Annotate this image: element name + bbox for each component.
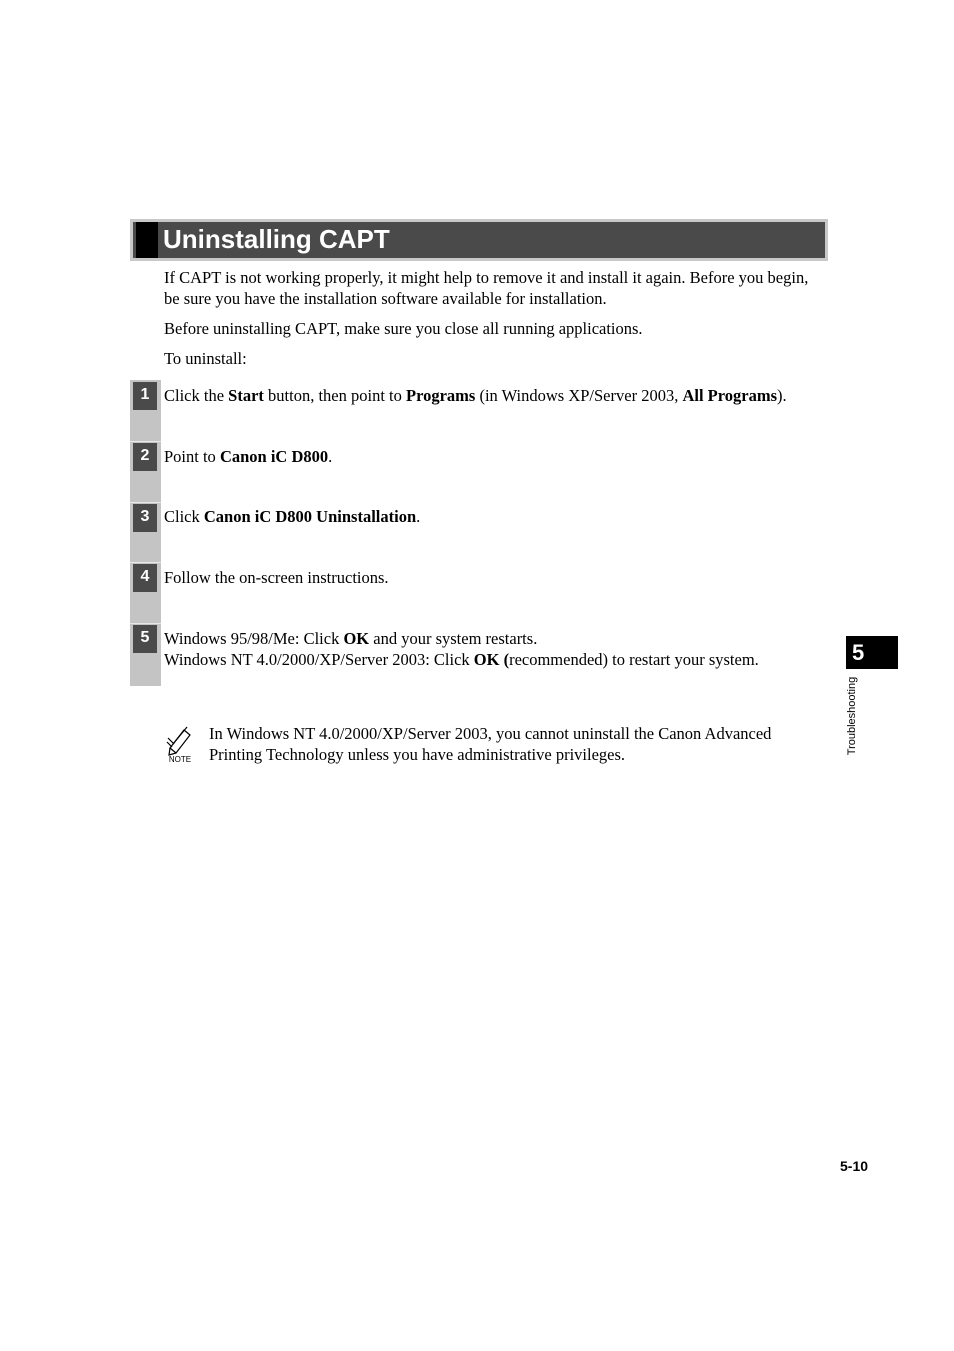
section-header bbox=[130, 219, 828, 261]
step-separator bbox=[130, 502, 161, 503]
step-text-3: Click Canon iC D800 Uninstallation. bbox=[164, 507, 421, 526]
step-number-5: 5 bbox=[133, 625, 157, 653]
step-number-4: 4 bbox=[133, 564, 157, 592]
step-number-3: 3 bbox=[133, 504, 157, 532]
step-text-4: Follow the on-screen instructions. bbox=[164, 568, 389, 587]
note-icon bbox=[164, 724, 196, 764]
step-number-1: 1 bbox=[133, 382, 157, 410]
step-separator bbox=[130, 441, 161, 442]
note-icon-label: NOTE bbox=[168, 755, 192, 764]
note-text: In Windows NT 4.0/2000/XP/Server 2003, you cannot uninstall the Canon Advanced Printing Technology unless you have administrative privileges. bbox=[209, 724, 772, 764]
chapter-label-text: Troubleshooting bbox=[846, 676, 858, 756]
step-separator bbox=[130, 623, 161, 624]
intro-paragraph-2: Before uninstalling CAPT, make sure you close all running applications. bbox=[164, 319, 643, 338]
chapter-tab: 5 bbox=[846, 636, 898, 669]
step-separator bbox=[130, 562, 161, 563]
pencil-icon bbox=[164, 724, 196, 764]
section-header-marker bbox=[136, 222, 158, 258]
page-number: 5-10 bbox=[840, 1158, 869, 1174]
step-text-5: Windows 95/98/Me: Click OK and your system restarts. Windows NT 4.0/2000/XP/Server 2003: Click OK (recommended) to restart your system. bbox=[164, 629, 759, 669]
intro-paragraph-1: If CAPT is not working properly, it might help to remove it and install it again. Before you begin, be sure you have the installation software available for installation. bbox=[164, 268, 809, 308]
section-title: Uninstalling CAPT bbox=[163, 224, 390, 254]
step-text-1: Click the Start button, then point to Programs (in Windows XP/Server 2003, All Programs). bbox=[164, 386, 787, 405]
intro-paragraph-3: To uninstall: bbox=[164, 349, 247, 368]
step-number-2: 2 bbox=[133, 443, 157, 471]
step-text-2: Point to Canon iC D800. bbox=[164, 447, 333, 466]
